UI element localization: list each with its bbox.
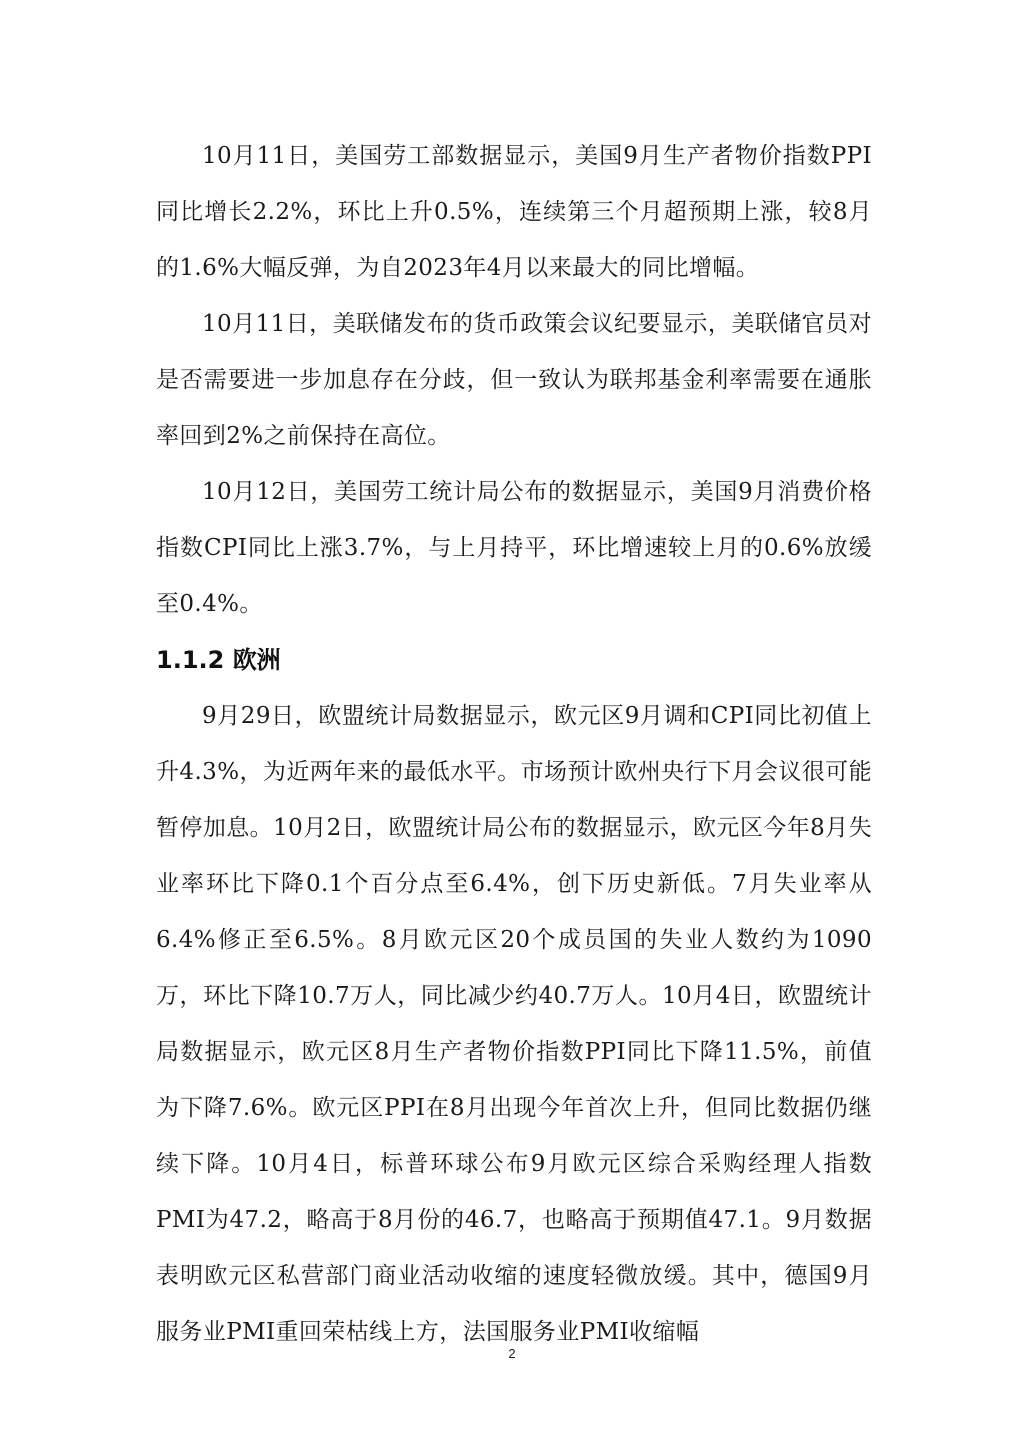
paragraph-fed-minutes: 10月11日，美联储发布的货币政策会议纪要显示，美联储官员对是否需要进一步加息存在分歧，但一致认为联邦基金利率需要在通胀率回到2%之前保持在高位。 <box>156 311 872 449</box>
page-number: 2 <box>508 1346 516 1361</box>
paragraph-eurozone: 9月29日，欧盟统计局数据显示，欧元区9月调和CPI同比初值上升4.3%，为近两年来的最低水平。市场预计欧州央行下月会议很可能暂停加息。10月2日，欧盟统计局公布的数据显示，欧元区今年8月失业率环比下降0.1个百分点至6.4%，创下历史新低。7月失业率从6.4%修正至6.5%。8月欧元区20个成员国的失业人数约为1090万，环比下降10.7万人，同比减少约40.7万人。10月4日，欧盟统计局数据显示，欧元区8月生产者物价指数PPI同比下降11.5%，前值为下降7.6%。欧元区PPI在8月出现今年首次上升，但同比数据仍继续下降。10月4日，标普环球公布9月欧元区综合采购经理人指数PMI为47.2，略高于8月份的46.7，也略高于预期值47.1。9月数据表明欧元区私营部门商业活动收缩的速度轻微放缓。其中，德国9月服务业PMI重回荣枯线上方，法国服务业PMI收缩幅 <box>156 703 872 1345</box>
document-body <box>156 128 872 1360</box>
section-heading-europe: 1.1.2 欧洲 <box>156 646 281 674</box>
paragraph-us-ppi: 10月11日，美国劳工部数据显示，美国9月生产者物价指数PPI同比增长2.2%，环比上升0.5%，连续第三个月超预期上涨，较8月的1.6%大幅反弹，为自2023年4月以来最大的同比增幅。 <box>156 143 872 281</box>
paragraph-us-cpi: 10月12日，美国劳工统计局公布的数据显示，美国9月消费价格指数CPI同比上涨3.7%，与上月持平，环比增速较上月的0.6%放缓至0.4%。 <box>156 479 872 617</box>
